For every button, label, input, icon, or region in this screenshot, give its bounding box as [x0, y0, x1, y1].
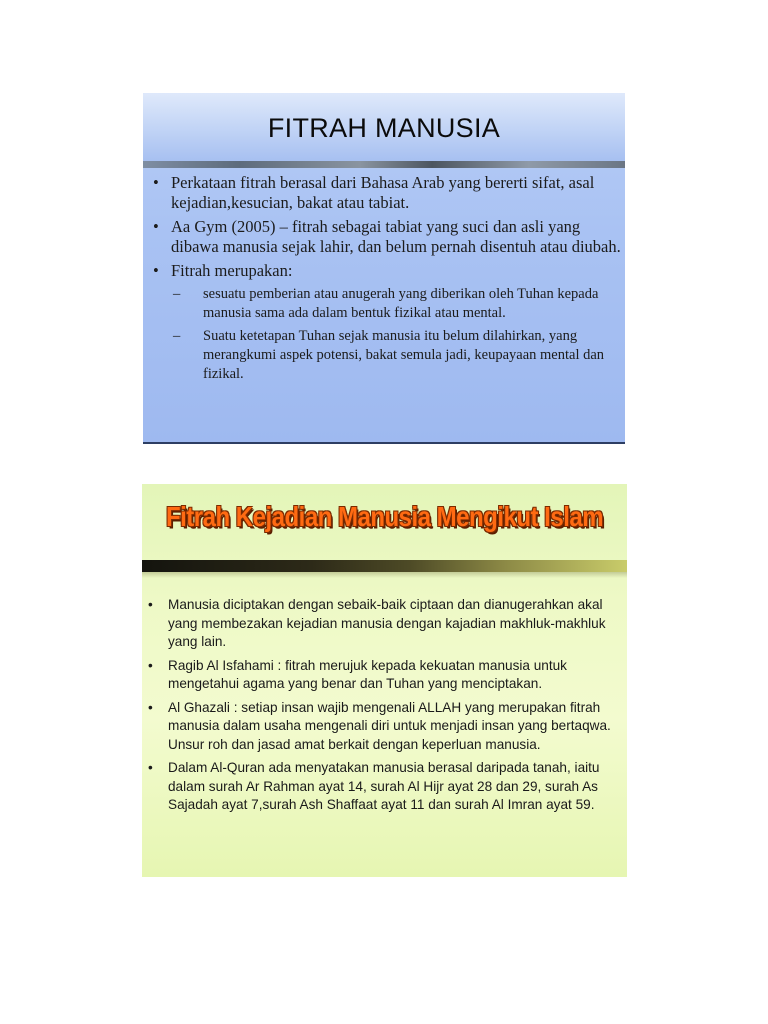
slide1-title: FITRAH MANUSIA: [267, 113, 501, 143]
slide1-sub-bullet: [173, 285, 623, 323]
bullet-text: Perkataan fitrah berasal dari Bahasa Arab yang bererti sifat, asal kejadian,kesucian, bakat atau tabiat.: [171, 173, 595, 212]
slide1-bullet: [153, 217, 623, 257]
bullet-text: Aa Gym (2005) – fitrah sebagai tabiat yang suci dan asli yang dibawa manusia sejak lahir, dan belum pernah disentuh atau diubah.: [171, 217, 621, 256]
bullet-marker: •: [148, 760, 153, 775]
slide2-decorative-band: [142, 560, 627, 572]
bullet-marker: •: [148, 699, 153, 715]
bullet-text: Manusia diciptakan dengan sebaik-baik ciptaan dan dianugerahkan akal yang membezakan kejadian manusia dengan kajadian makhluk-makhluk yang lain.: [168, 597, 606, 649]
sub-bullet-text: sesuatu pemberian atau anugerah yang diberikan oleh Tuhan kepada manusia sama ada dalam bentuk fizikal atau mental.: [203, 286, 599, 321]
bullet-text: Fitrah merupakan:: [171, 261, 293, 280]
bullet-marker: •: [153, 261, 159, 280]
slide1-body: [153, 173, 623, 388]
dash-marker: –: [173, 328, 181, 344]
slide2-bullet: [148, 699, 624, 755]
bullet-marker: •: [153, 217, 159, 236]
slide2-bullet: [148, 759, 624, 815]
bullet-marker: •: [148, 657, 153, 673]
slide2-body: [148, 596, 624, 820]
slide2-title: Fitrah Kejadian Manusia Mengikut Islam: [165, 501, 604, 533]
bullet-text: Ragib Al Isfahami : fitrah merujuk kepada kekuatan manusia untuk mengetahui agama yang benar dan Tuhan yang menciptakan.: [168, 657, 567, 691]
slide2-bullet: [148, 657, 624, 694]
slide2-band-shadow: [142, 572, 627, 578]
bullet-text: Dalam Al-Quran ada menyatakan manusia berasal daripada tanah, iaitu dalam surah Ar Rahman ayat 14, surah Al Hijr ayat 28 dan 29, surah As Sajadah ayat 7,surah Ash Shaffaat ayat 11 dan surah Al Imran ayat 59.: [168, 760, 600, 812]
bullet-marker: •: [153, 173, 159, 192]
bullet-marker: •: [148, 597, 153, 612]
dash-marker: –: [173, 286, 181, 302]
slide-fitrah-kejadian-manusia: [142, 484, 627, 877]
slide-fitrah-manusia: [143, 93, 625, 444]
slide1-decorative-band: [143, 161, 625, 168]
slide1-bottom-border: [143, 442, 625, 444]
slide1-header: [143, 93, 625, 161]
bullet-text: Al Ghazali : setiap insan wajib mengenali ALLAH yang merupakan fitrah manusia dalam usaha mengenali diri untuk menjadi insan yang bertaqwa. Unsur roh dan jasad amat berkait dengan keperluan manusia.: [168, 699, 611, 752]
slide1-bullet: [153, 261, 623, 281]
slide1-bullet: [153, 173, 623, 213]
slide1-sub-bullet: [173, 327, 623, 384]
sub-bullet-text: Suatu ketetapan Tuhan sejak manusia itu belum dilahirkan, yang merangkumi aspek potensi, bakat semula jadi, keupayaan mental dan fizikal.: [203, 328, 605, 382]
slide2-bullet: [148, 596, 624, 652]
